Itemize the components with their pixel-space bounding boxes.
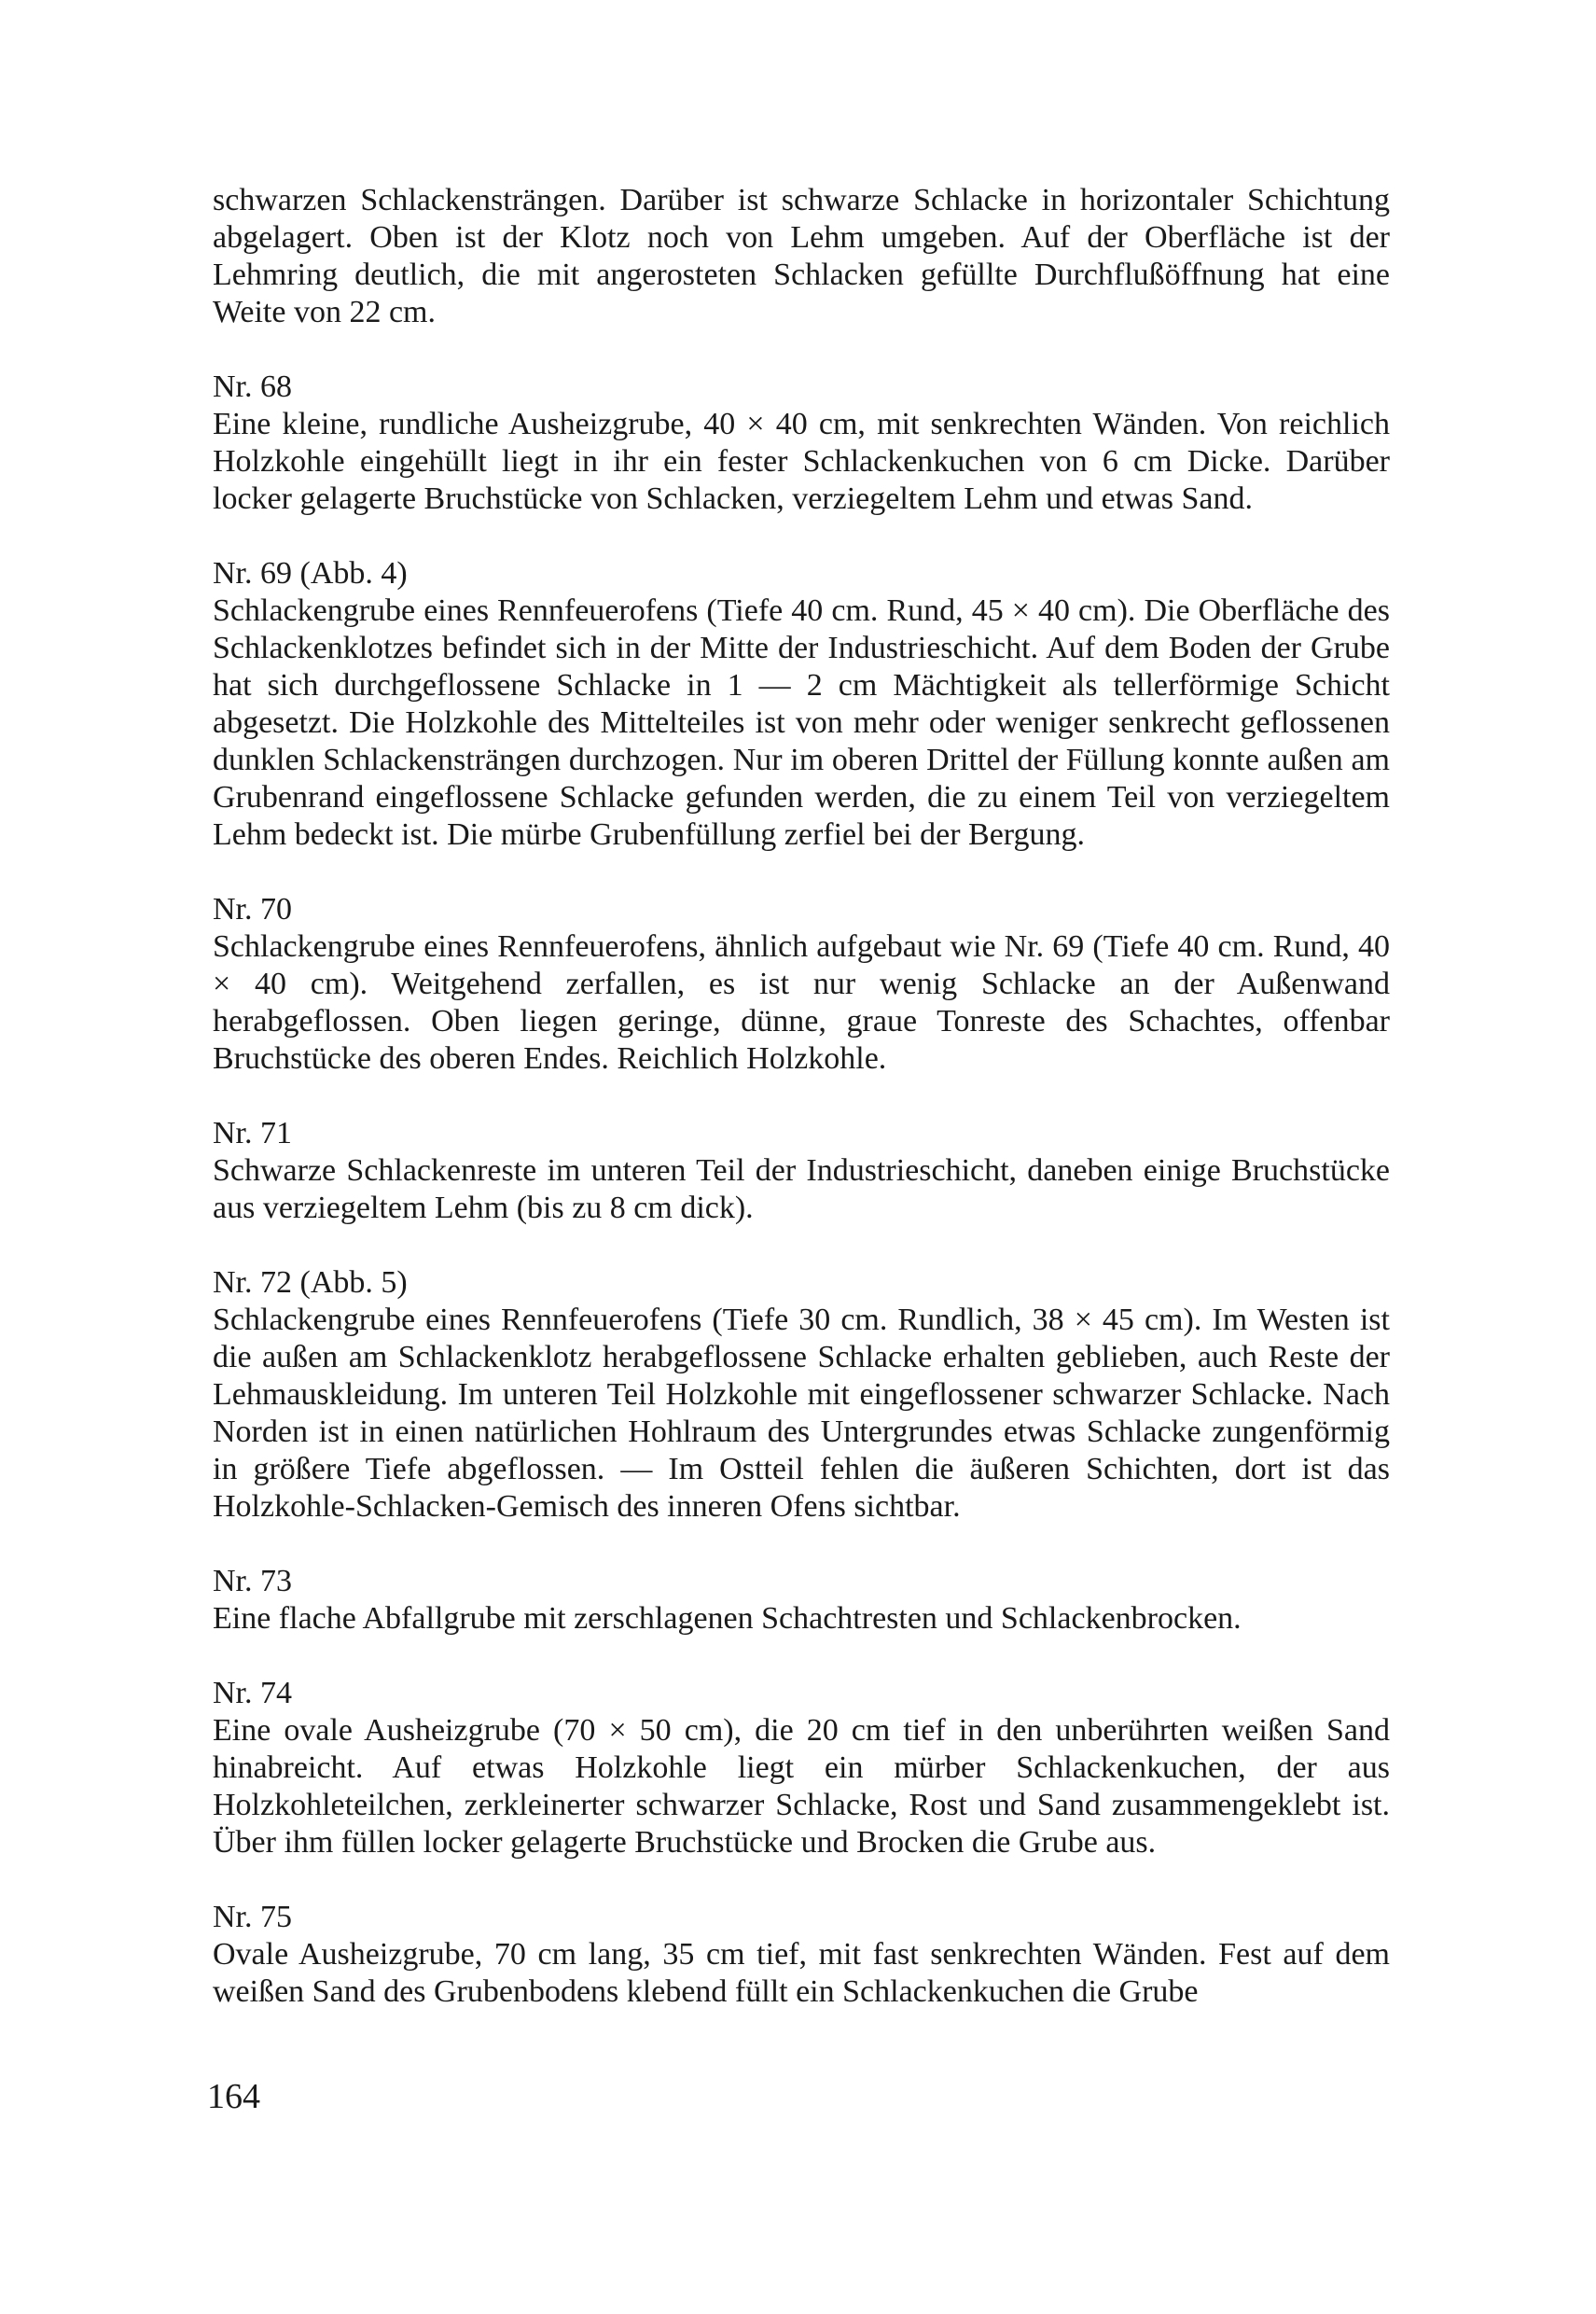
entry-nr-71: [213, 1115, 1390, 1227]
entry-body: Schlackengrube eines Rennfeuerofens (Tiefe 30 cm. Rundlich, 38 × 45 cm). Im Westen ist die außen am Schlackenklotz herabgeflossene Schlacke erhalten geblieben, auch Reste der Lehmauskleidung. Im unteren Teil Holzkohle mit eingeflossener schwarzer Schlacke. Nach Norden ist in einen natürlichen Hohlraum des Untergrundes etwas Schlacke zungenförmig in größere Tiefe abgeflossen. — Im Ostteil fehlen die äußeren Schichten, dort ist das Holzkohle-Schlacken-Gemisch des inneren Ofens sichtbar.: [213, 1303, 1390, 1524]
entry-body: Eine ovale Ausheizgrube (70 × 50 cm), die 20 cm tief in den unberührten weißen Sand hinabreicht. Auf etwas Holzkohle liegt ein mürber Schlackenkuchen, der aus Holzkohleteilchen, zerkleinerter schwarzer Schlacke, Rost und Sand zusammengeklebt ist. Über ihm füllen locker gelagerte Bruchstücke und Brocken die Grube aus.: [213, 1713, 1390, 1860]
entry-heading: Nr. 73: [213, 1564, 292, 1598]
entry-heading: Nr. 69 (Abb. 4): [213, 556, 408, 591]
main-text: [213, 182, 1390, 2011]
entry-heading: Nr. 68: [213, 369, 292, 404]
page-number: 164: [207, 2077, 260, 2116]
entry-nr-73: [213, 1563, 1390, 1638]
entry-body: Eine flache Abfallgrube mit zerschlagenen Schachtresten und Schlackenbrocken.: [213, 1601, 1242, 1636]
intro-paragraph: schwarzen Schlackensträngen. Darüber ist schwarze Schlacke in horizontaler Schichtung abgelagert. Oben ist der Klotz noch von Lehm umgeben. Auf der Oberfläche ist der Lehmring deutlich, die mit angerosteten Schlacken gefüllte Durchflußöffnung hat eine Weite von 22 cm.: [213, 183, 1390, 329]
entry-body: Schlackengrube eines Rennfeuerofens (Tiefe 40 cm. Rund, 45 × 40 cm). Die Oberfläche des Schlackenklotzes befindet sich in der Mitte der Industrieschicht. Auf dem Boden der Grube hat sich durchgeflossene Schlacke in 1 — 2 cm Mächtigkeit als tellerförmige Schicht abgesetzt. Die Holzkohle des Mittelteiles ist von mehr oder weniger senkrecht geflossenen dunklen Schlackensträngen durchzogen. Nur im oberen Drittel der Füllung konnte außen am Grubenrand eingeflossene Schlacke gefunden werden, die zu einem Teil von verziegeltem Lehm bedeckt ist. Die mürbe Grubenfüllung zerfiel bei der Bergung.: [213, 593, 1390, 852]
entry-heading: Nr. 74: [213, 1676, 292, 1710]
entry-body: Ovale Ausheizgrube, 70 cm lang, 35 cm tief, mit fast senkrechten Wänden. Fest auf dem weißen Sand des Grubenbodens klebend füllt ein Schlackenkuchen die Grube: [213, 1937, 1390, 2009]
entry-heading: Nr. 71: [213, 1116, 292, 1150]
entry-body: Eine kleine, rundliche Ausheizgrube, 40 × 40 cm, mit senkrechten Wänden. Von reichlich Holzkohle eingehüllt liegt in ihr ein fester Schlackenkuchen von 6 cm Dicke. Darüber locker gelagerte Bruchstücke von Schlacken, verziegeltem Lehm und etwas Sand.: [213, 407, 1390, 516]
entry-body: Schlackengrube eines Rennfeuerofens, ähnlich aufgebaut wie Nr. 69 (Tiefe 40 cm. Rund, 40 × 40 cm). Weitgehend zerfallen, es ist nur wenig Schlacke an der Außenwand herabgeflossen. Oben liegen geringe, dünne, graue Tonreste des Schachtes, offenbar Bruchstücke des oberen Endes. Reichlich Holzkohle.: [213, 929, 1390, 1076]
entry-heading: Nr. 72 (Abb. 5): [213, 1265, 408, 1300]
entry-nr-70: [213, 891, 1390, 1078]
entry-nr-75: [213, 1899, 1390, 2011]
entry-nr-69: [213, 555, 1390, 854]
entry-heading: Nr. 70: [213, 892, 292, 927]
entry-nr-68: [213, 369, 1390, 518]
entry-nr-74: [213, 1675, 1390, 1861]
entry-heading: Nr. 75: [213, 1900, 292, 1934]
entry-nr-72: [213, 1264, 1390, 1526]
entry-body: Schwarze Schlackenreste im unteren Teil der Industrieschicht, daneben einige Bruchstücke aus verziegeltem Lehm (bis zu 8 cm dick).: [213, 1153, 1390, 1225]
